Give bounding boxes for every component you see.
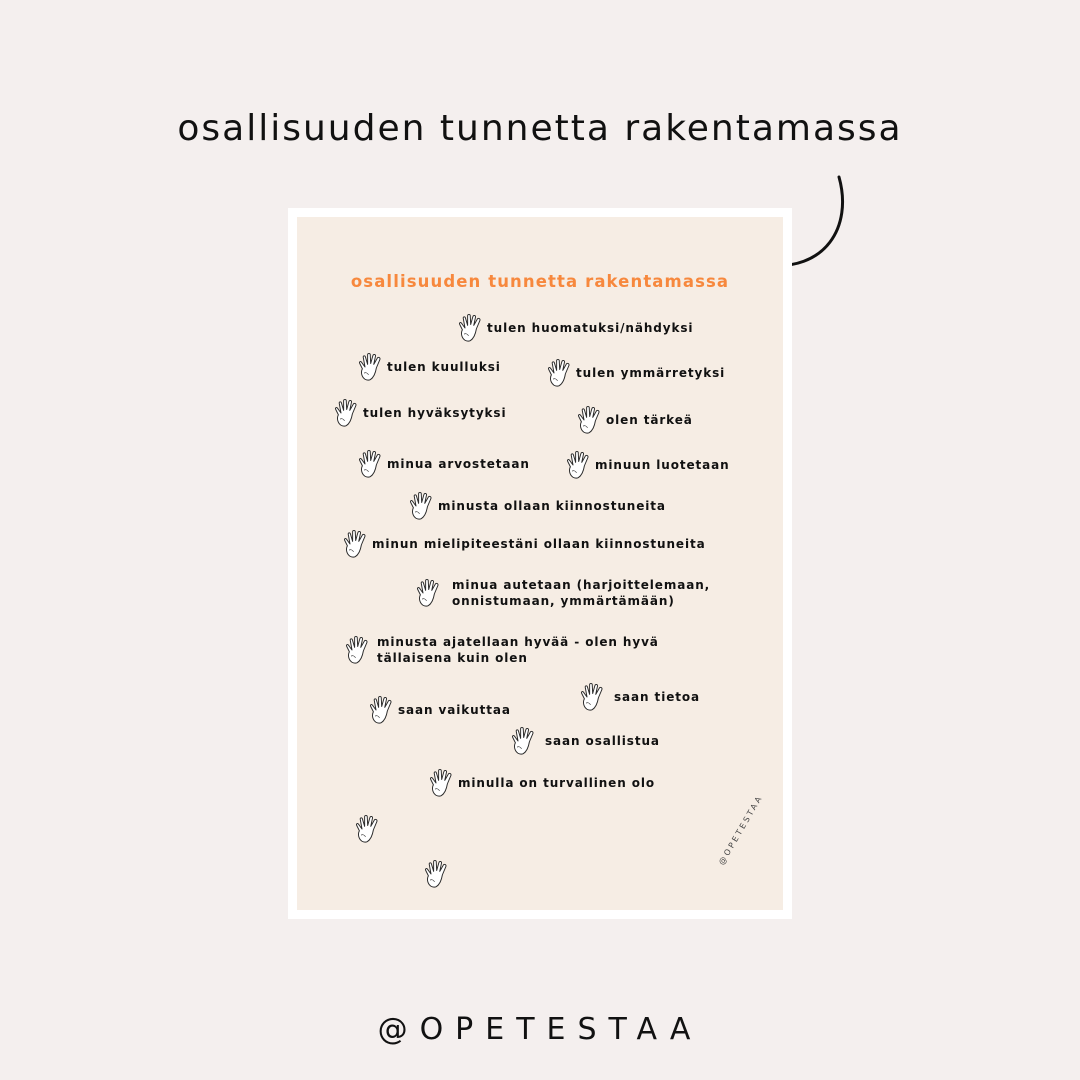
hand-icon bbox=[343, 529, 371, 559]
hand-icon bbox=[345, 635, 373, 665]
list-item bbox=[429, 768, 655, 798]
list-item bbox=[409, 491, 666, 521]
item-label bbox=[377, 634, 659, 666]
list-item bbox=[369, 695, 511, 725]
poster-frame bbox=[288, 208, 792, 919]
hand-icon bbox=[369, 695, 397, 725]
poster-title: osallisuuden tunnetta rakentamassa bbox=[350, 272, 730, 291]
list-item bbox=[345, 634, 659, 666]
item-label: saan vaikuttaa bbox=[398, 703, 511, 717]
hand-icon bbox=[511, 726, 539, 756]
hand-icon bbox=[355, 814, 383, 844]
item-label: minusta ollaan kiinnostuneita bbox=[438, 499, 666, 513]
hand-icon bbox=[358, 352, 386, 382]
item-label: tulen hyväksytyksi bbox=[363, 406, 507, 420]
hand-icon bbox=[409, 491, 437, 521]
headline: osallisuuden tunnetta rakentamassa bbox=[177, 108, 903, 149]
hand-icon bbox=[566, 450, 594, 480]
list-item bbox=[358, 352, 501, 382]
item-label: minun mielipiteestäni ollaan kiinnostuneita bbox=[372, 537, 706, 551]
item-label: minulla on turvallinen olo bbox=[458, 776, 656, 790]
hand-icon bbox=[424, 859, 452, 889]
hand-icon bbox=[334, 398, 362, 428]
poster-watermark: @OPETESTAA bbox=[717, 793, 765, 867]
list-item bbox=[547, 358, 725, 388]
list-item bbox=[343, 529, 706, 559]
hand-icon bbox=[580, 682, 608, 712]
list-item bbox=[334, 398, 506, 428]
hand-icon bbox=[458, 313, 486, 343]
item-label: minuun luotetaan bbox=[595, 458, 730, 472]
item-label: tulen kuulluksi bbox=[387, 360, 501, 374]
list-item bbox=[580, 682, 700, 712]
list-item bbox=[416, 577, 710, 609]
list-item bbox=[458, 313, 693, 343]
hand-icon bbox=[577, 405, 605, 435]
item-label: tulen ymmärretyksi bbox=[576, 366, 726, 380]
item-label bbox=[452, 577, 710, 609]
poster bbox=[297, 217, 783, 910]
footer-handle: @OPETESTAA bbox=[377, 1012, 703, 1047]
list-item bbox=[566, 450, 730, 480]
item-label-line: onnistumaan, ymmärtämään) bbox=[452, 594, 675, 608]
item-label: minua arvostetaan bbox=[387, 457, 530, 471]
hand-icon bbox=[358, 449, 386, 479]
item-label: olen tärkeä bbox=[606, 413, 693, 427]
item-label: saan tietoa bbox=[614, 690, 701, 704]
list-item bbox=[511, 726, 660, 756]
item-label-line: tällaisena kuin olen bbox=[377, 651, 528, 665]
hand-icon bbox=[416, 578, 444, 608]
item-label: saan osallistua bbox=[545, 734, 660, 748]
item-label-line: minusta ajatellaan hyvää - olen hyvä bbox=[377, 635, 659, 649]
item-label-line: minua autetaan (harjoittelemaan, bbox=[452, 578, 711, 592]
hand-icon bbox=[429, 768, 457, 798]
item-label: tulen huomatuksi/nähdyksi bbox=[487, 321, 694, 335]
list-item bbox=[577, 405, 693, 435]
list-item bbox=[358, 449, 530, 479]
hand-icon bbox=[547, 358, 575, 388]
